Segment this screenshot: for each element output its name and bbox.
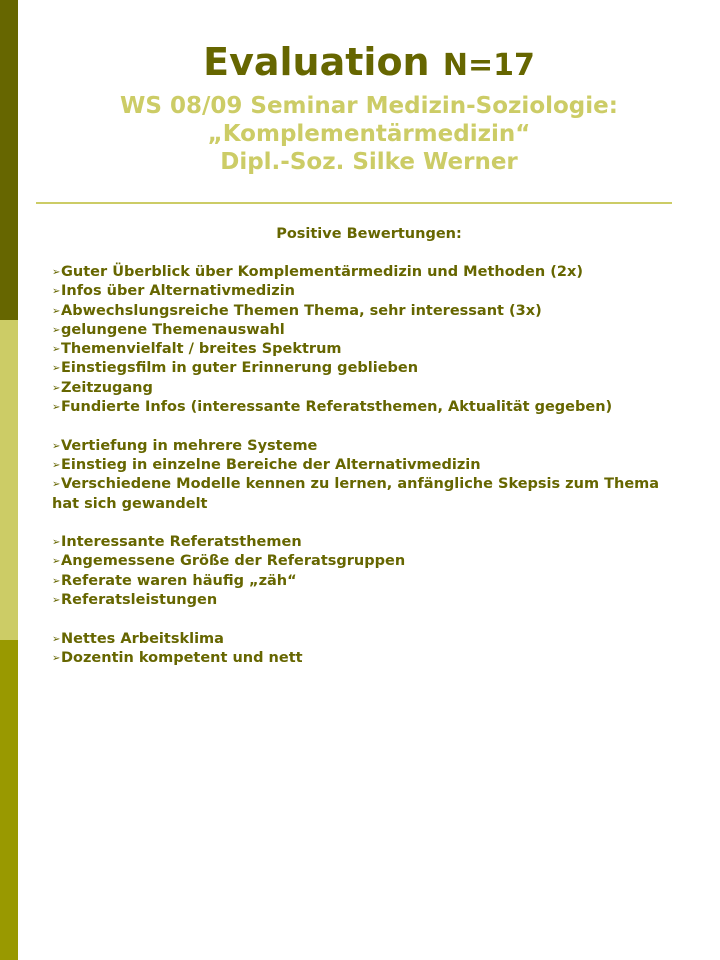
- list-item: ➢ Verschiedene Modelle kennen zu lernen, anfängliche Skepsis zum Thema hat sich gewandelt: [52, 476, 660, 512]
- sidebar-stripe-bottom: [0, 640, 18, 960]
- subtitle-lecturer: Dipl.-Soz. Silke Werner: [220, 149, 518, 175]
- list-item: ➢ gelungene Themenauswahl: [52, 321, 672, 340]
- divider: [36, 202, 672, 204]
- subtitle-course: WS 08/09 Seminar Medizin-Soziologie:: [120, 93, 618, 119]
- list-spacer: [52, 514, 672, 533]
- arrow-bullet-icon: ➢: [52, 267, 61, 278]
- arrow-bullet-icon: ➢: [52, 344, 61, 356]
- arrow-bullet-icon: ➢: [52, 440, 61, 452]
- sample-size: N=17: [442, 48, 535, 83]
- arrow-bullet-icon: ➢: [52, 575, 61, 587]
- arrow-bullet-icon: ➢: [52, 537, 61, 549]
- list-item: ➢ Nettes Arbeitsklima: [52, 630, 672, 649]
- arrow-bullet-icon: ➢: [52, 363, 61, 375]
- sidebar-stripe-middle: [0, 320, 18, 640]
- list-spacer: [52, 417, 672, 436]
- list-item: ➢ Einstieg in einzelne Bereiche der Alternativmedizin: [52, 456, 672, 475]
- title-main: Evaluation: [203, 40, 430, 84]
- subtitle-topic: „Komplementärmedizin“: [207, 121, 531, 147]
- list-item: ➢ Fundierte Infos (interessante Referatsthemen, Aktualität gegeben): [52, 398, 672, 417]
- list-item: ➢ Zeitzugang: [52, 379, 672, 398]
- section-heading: Positive Bewertungen:: [276, 226, 462, 242]
- list-item: ➢ Referatsleistungen: [52, 591, 672, 610]
- arrow-bullet-icon: ➢: [52, 652, 61, 664]
- list-item: ➢ Infos über Alternativmedizin: [52, 282, 672, 301]
- subtitle: [18, 92, 720, 176]
- page-title: [18, 38, 720, 90]
- list-item: ➢ Themenvielfalt / breites Spektrum: [52, 340, 672, 359]
- arrow-bullet-icon: ➢: [52, 286, 61, 298]
- arrow-bullet-icon: ➢: [52, 459, 61, 471]
- arrow-bullet-icon: ➢: [52, 556, 61, 568]
- list-item: ➢ Dozentin kompetent und nett: [52, 649, 672, 668]
- list-item: ➢ Vertiefung in mehrere Systeme: [52, 437, 672, 456]
- list-item: ➢ Referate waren häufig „zäh“: [52, 572, 672, 591]
- sidebar-stripe-top: [0, 0, 18, 320]
- arrow-bullet-icon: ➢: [52, 305, 61, 317]
- list-item: ➢ Guter Überblick über Komplementärmedizin und Methoden (2x): [52, 263, 672, 282]
- list-item: ➢ Interessante Referatsthemen: [52, 533, 672, 552]
- arrow-bullet-icon: ➢: [52, 595, 61, 607]
- arrow-bullet-icon: ➢: [52, 479, 61, 491]
- arrow-bullet-icon: ➢: [52, 382, 61, 394]
- arrow-bullet-icon: ➢: [52, 402, 61, 414]
- list-spacer: [52, 610, 672, 629]
- list-item: ➢ Abwechslungsreiche Themen Thema, sehr interessant (3x): [52, 302, 672, 321]
- feedback-list: [52, 263, 672, 668]
- list-item: ➢ Angemessene Größe der Referatsgruppen: [52, 552, 672, 571]
- list-item: ➢ Einstiegsfilm in guter Erinnerung geblieben: [52, 359, 672, 378]
- arrow-bullet-icon: ➢: [52, 633, 61, 645]
- arrow-bullet-icon: ➢: [52, 324, 61, 336]
